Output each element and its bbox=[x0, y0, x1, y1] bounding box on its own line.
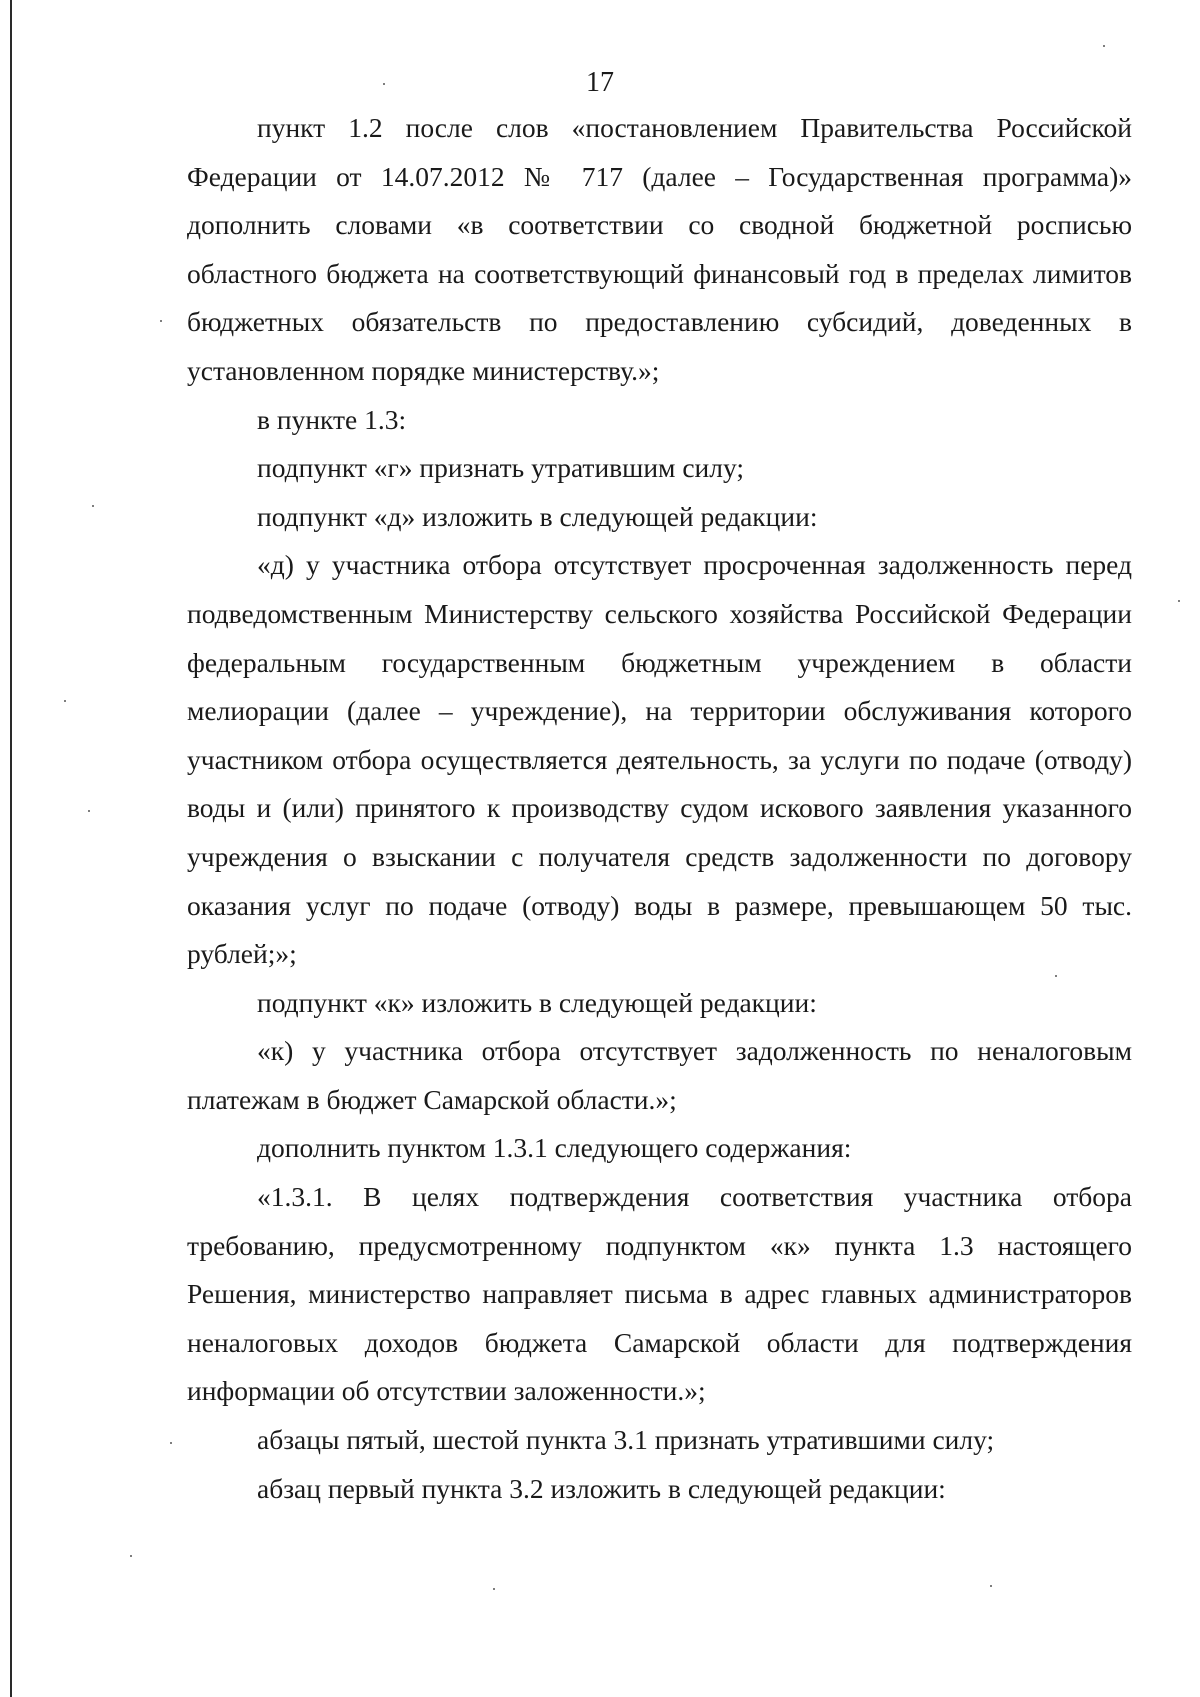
scan-speck bbox=[990, 1585, 992, 1587]
scan-speck bbox=[1178, 600, 1180, 602]
scan-edge-line bbox=[10, 0, 12, 1697]
paragraph: подпункт «к» изложить в следующей редакции: bbox=[257, 986, 817, 1018]
paragraph: «1.3.1. В целях подтверждения соответствия участника отбора требованию, предусмотренному подпунктом «к» пункта 1.3 настоящего Решения, министерство направляет письма в адрес главных администраторов неналоговых доходов бюджета Самарской области для подтверждения информации об отсутствии заложенности.»; bbox=[187, 1181, 1132, 1407]
scan-speck bbox=[130, 1555, 132, 1557]
paragraph: подпункт «г» признать утратившим силу; bbox=[257, 452, 744, 484]
paragraph: пункт 1.2 после слов «постановлением Правительства Российской Федерации от 14.07.2012 № 717 (далее – Государственная программа)» дополнить словами «в соответствии со сводной бюджетной росписью областного бюджета на соответствующий финансовый год в пределах лимитов бюджетных обязательств по предоставлению субсидий, доведенных в установленном порядке министерству.»; bbox=[187, 112, 1132, 386]
paragraph: дополнить пунктом 1.3.1 следующего содержания: bbox=[257, 1132, 852, 1164]
scan-speck bbox=[170, 1442, 172, 1444]
scan-speck bbox=[88, 810, 90, 812]
scan-speck bbox=[493, 1588, 495, 1590]
scan-speck bbox=[383, 83, 385, 85]
scan-speck bbox=[160, 320, 162, 322]
page-number: 17 bbox=[586, 67, 614, 98]
paragraph: подпункт «д» изложить в следующей редакции: bbox=[257, 500, 818, 532]
scan-speck bbox=[64, 700, 66, 702]
paragraph: «д) у участника отбора отсутствует просроченная задолженность перед подведомственным Министерству сельского хозяйства Российской Федерации федеральным государственным бюджетным учреждением в области мелиорации (далее – учреждение), на территории обслуживания которого участником отбора осуществляется деятельность, за услуги по подаче (отводу) воды и (или) принятого к производству судом искового заявления указанного учреждения о взыскании с получателя средств задолженности по договору оказания услуг по подаче (отводу) воды в размере, превышающем 50 тыс. рублей;»; bbox=[187, 549, 1132, 970]
paragraph: «к) у участника отбора отсутствует задолженность по неналоговым платежам в бюджет Самарской области.»; bbox=[187, 1035, 1132, 1115]
scan-speck bbox=[1103, 45, 1105, 47]
scan-speck bbox=[92, 505, 94, 507]
paragraph: абзацы пятый, шестой пункта 3.1 признать утратившими силу; bbox=[257, 1424, 995, 1456]
paragraph: в пункте 1.3: bbox=[257, 403, 407, 435]
scan-speck bbox=[1055, 975, 1057, 977]
document-body bbox=[187, 104, 1132, 1513]
paragraph: абзац первый пункта 3.2 изложить в следующей редакции: bbox=[257, 1472, 946, 1504]
